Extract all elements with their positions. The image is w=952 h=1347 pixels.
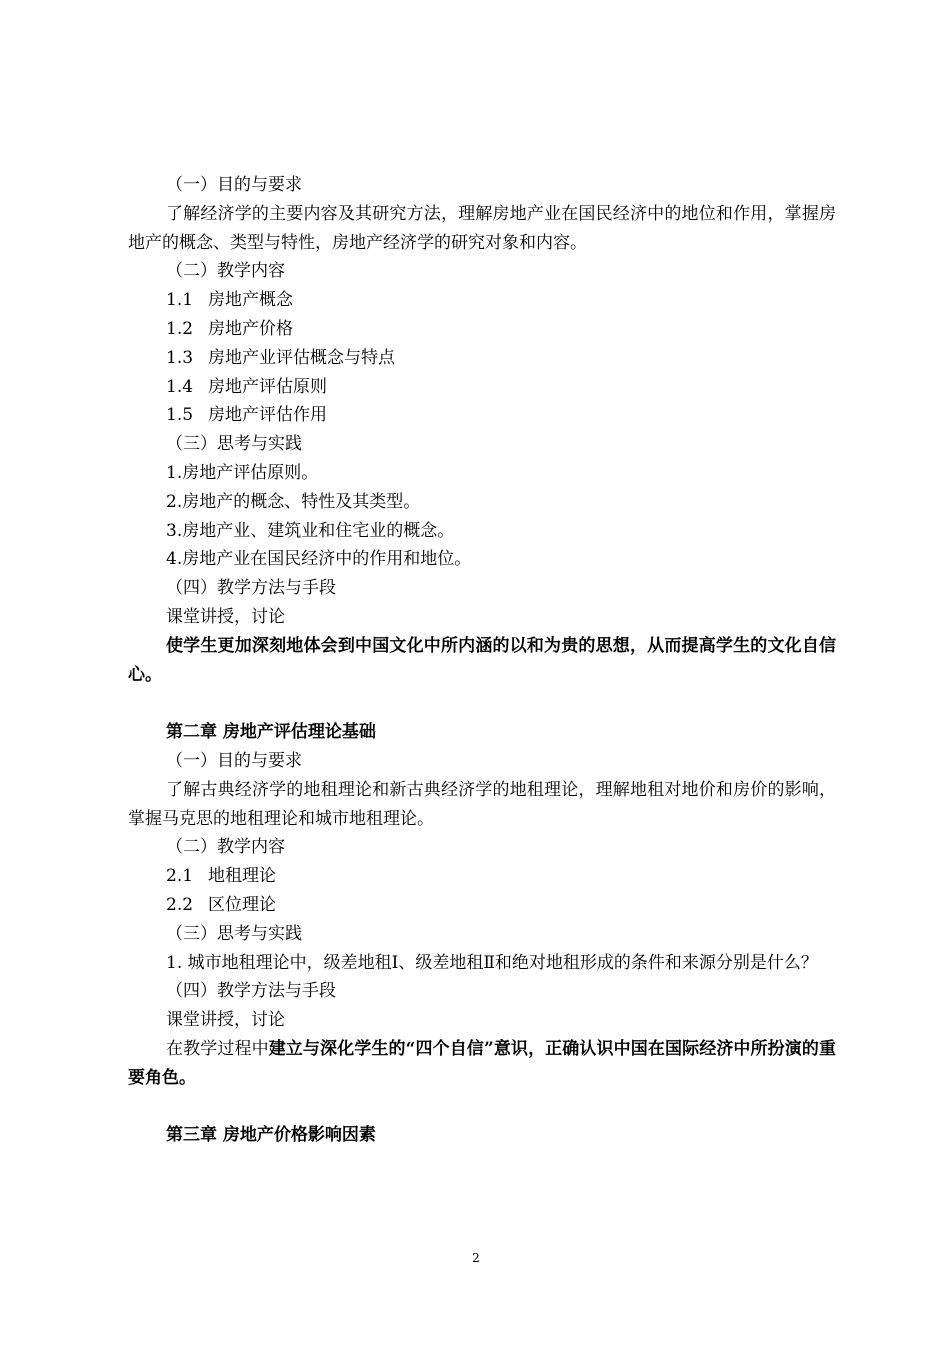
content-item-text: 房地产评估原则: [208, 376, 327, 397]
content-item-text: 房地产业评估概念与特点: [208, 347, 395, 368]
ideology-prefix: 在教学过程中: [166, 1038, 269, 1059]
content-item-text: 地租理论: [208, 866, 276, 887]
practice-item: 2.房地产的概念、特性及其类型。: [166, 491, 421, 512]
practice-heading: （三）思考与实践: [166, 434, 302, 455]
content-item-number: 2.2: [166, 894, 194, 915]
content-heading: （二）教学内容: [166, 837, 285, 858]
content-item: [128, 344, 836, 373]
content-item-number: 1.3: [166, 347, 194, 368]
purpose-paragraph: 了解古典经济学的地租理论和新古典经济学的地租理论，理解地租对地价和房价的影响，掌握马克思的地租理论和城市地租理论。: [128, 779, 836, 829]
content-item: [128, 373, 836, 402]
practice-heading: （三）思考与实践: [166, 923, 302, 944]
methods-text: 课堂讲授，讨论: [166, 606, 285, 627]
methods-text: 课堂讲授，讨论: [166, 1010, 285, 1031]
content-item: [128, 286, 836, 315]
content-item-number: 1.5: [166, 405, 194, 426]
content-item: [128, 862, 836, 891]
practice-item: 4.房地产业在国民经济中的作用和地位。: [166, 549, 472, 570]
purpose-heading: （一）目的与要求: [166, 175, 302, 195]
content-item-number: 1.1: [166, 290, 194, 311]
content-item: [128, 315, 836, 344]
section-spacer: [128, 689, 836, 718]
purpose-paragraph: 了解经济学的主要内容及其研究方法，理解房地产业在国民经济中的地位和作用，掌握房地产的概念、类型与特性，房地产经济学的研究对象和内容。: [128, 203, 836, 253]
chapter-title: 第三章 房地产价格影响因素: [166, 1125, 376, 1146]
content-item-text: 区位理论: [208, 894, 276, 915]
chapter-title: 第二章 房地产评估理论基础: [166, 722, 376, 743]
content-item-number: 1.4: [166, 376, 194, 397]
content-item-text: 房地产概念: [208, 290, 293, 311]
purpose-heading: （一）目的与要求: [166, 750, 302, 771]
ideology-bold-text: 建立与深化学生的“四个自信”意识，正确认识中国在国际经济中所扮演的重要角色。: [128, 1038, 836, 1088]
methods-heading: （四）教学方法与手段: [166, 981, 336, 1002]
content-heading: （二）教学内容: [166, 261, 285, 282]
ideology-paragraph: 使学生更加深刻地体会到中国文化中所内涵的以和为贵的思想，从而提高学生的文化自信心。: [128, 635, 836, 685]
content-item-text: 房地产价格: [208, 318, 293, 339]
ideology-paragraph: [128, 1035, 836, 1093]
section-spacer: [128, 1093, 836, 1122]
content-item-number: 2.1: [166, 866, 194, 887]
methods-heading: （四）教学方法与手段: [166, 578, 336, 599]
content-item-text: 房地产评估作用: [208, 405, 327, 426]
page-number: 2: [472, 1251, 480, 1265]
page-content: [128, 171, 836, 1150]
content-item: [128, 891, 836, 920]
content-item: [128, 401, 836, 430]
content-item-number: 1.2: [166, 318, 194, 339]
practice-paragraph: 1. 城市地租理论中，级差地租Ⅰ、级差地租Ⅱ和绝对地租形成的条件和来源分别是什么？: [166, 952, 818, 973]
practice-item: 1.房地产评估原则。: [166, 462, 319, 483]
practice-item: 3.房地产业、建筑业和住宅业的概念。: [166, 520, 455, 541]
